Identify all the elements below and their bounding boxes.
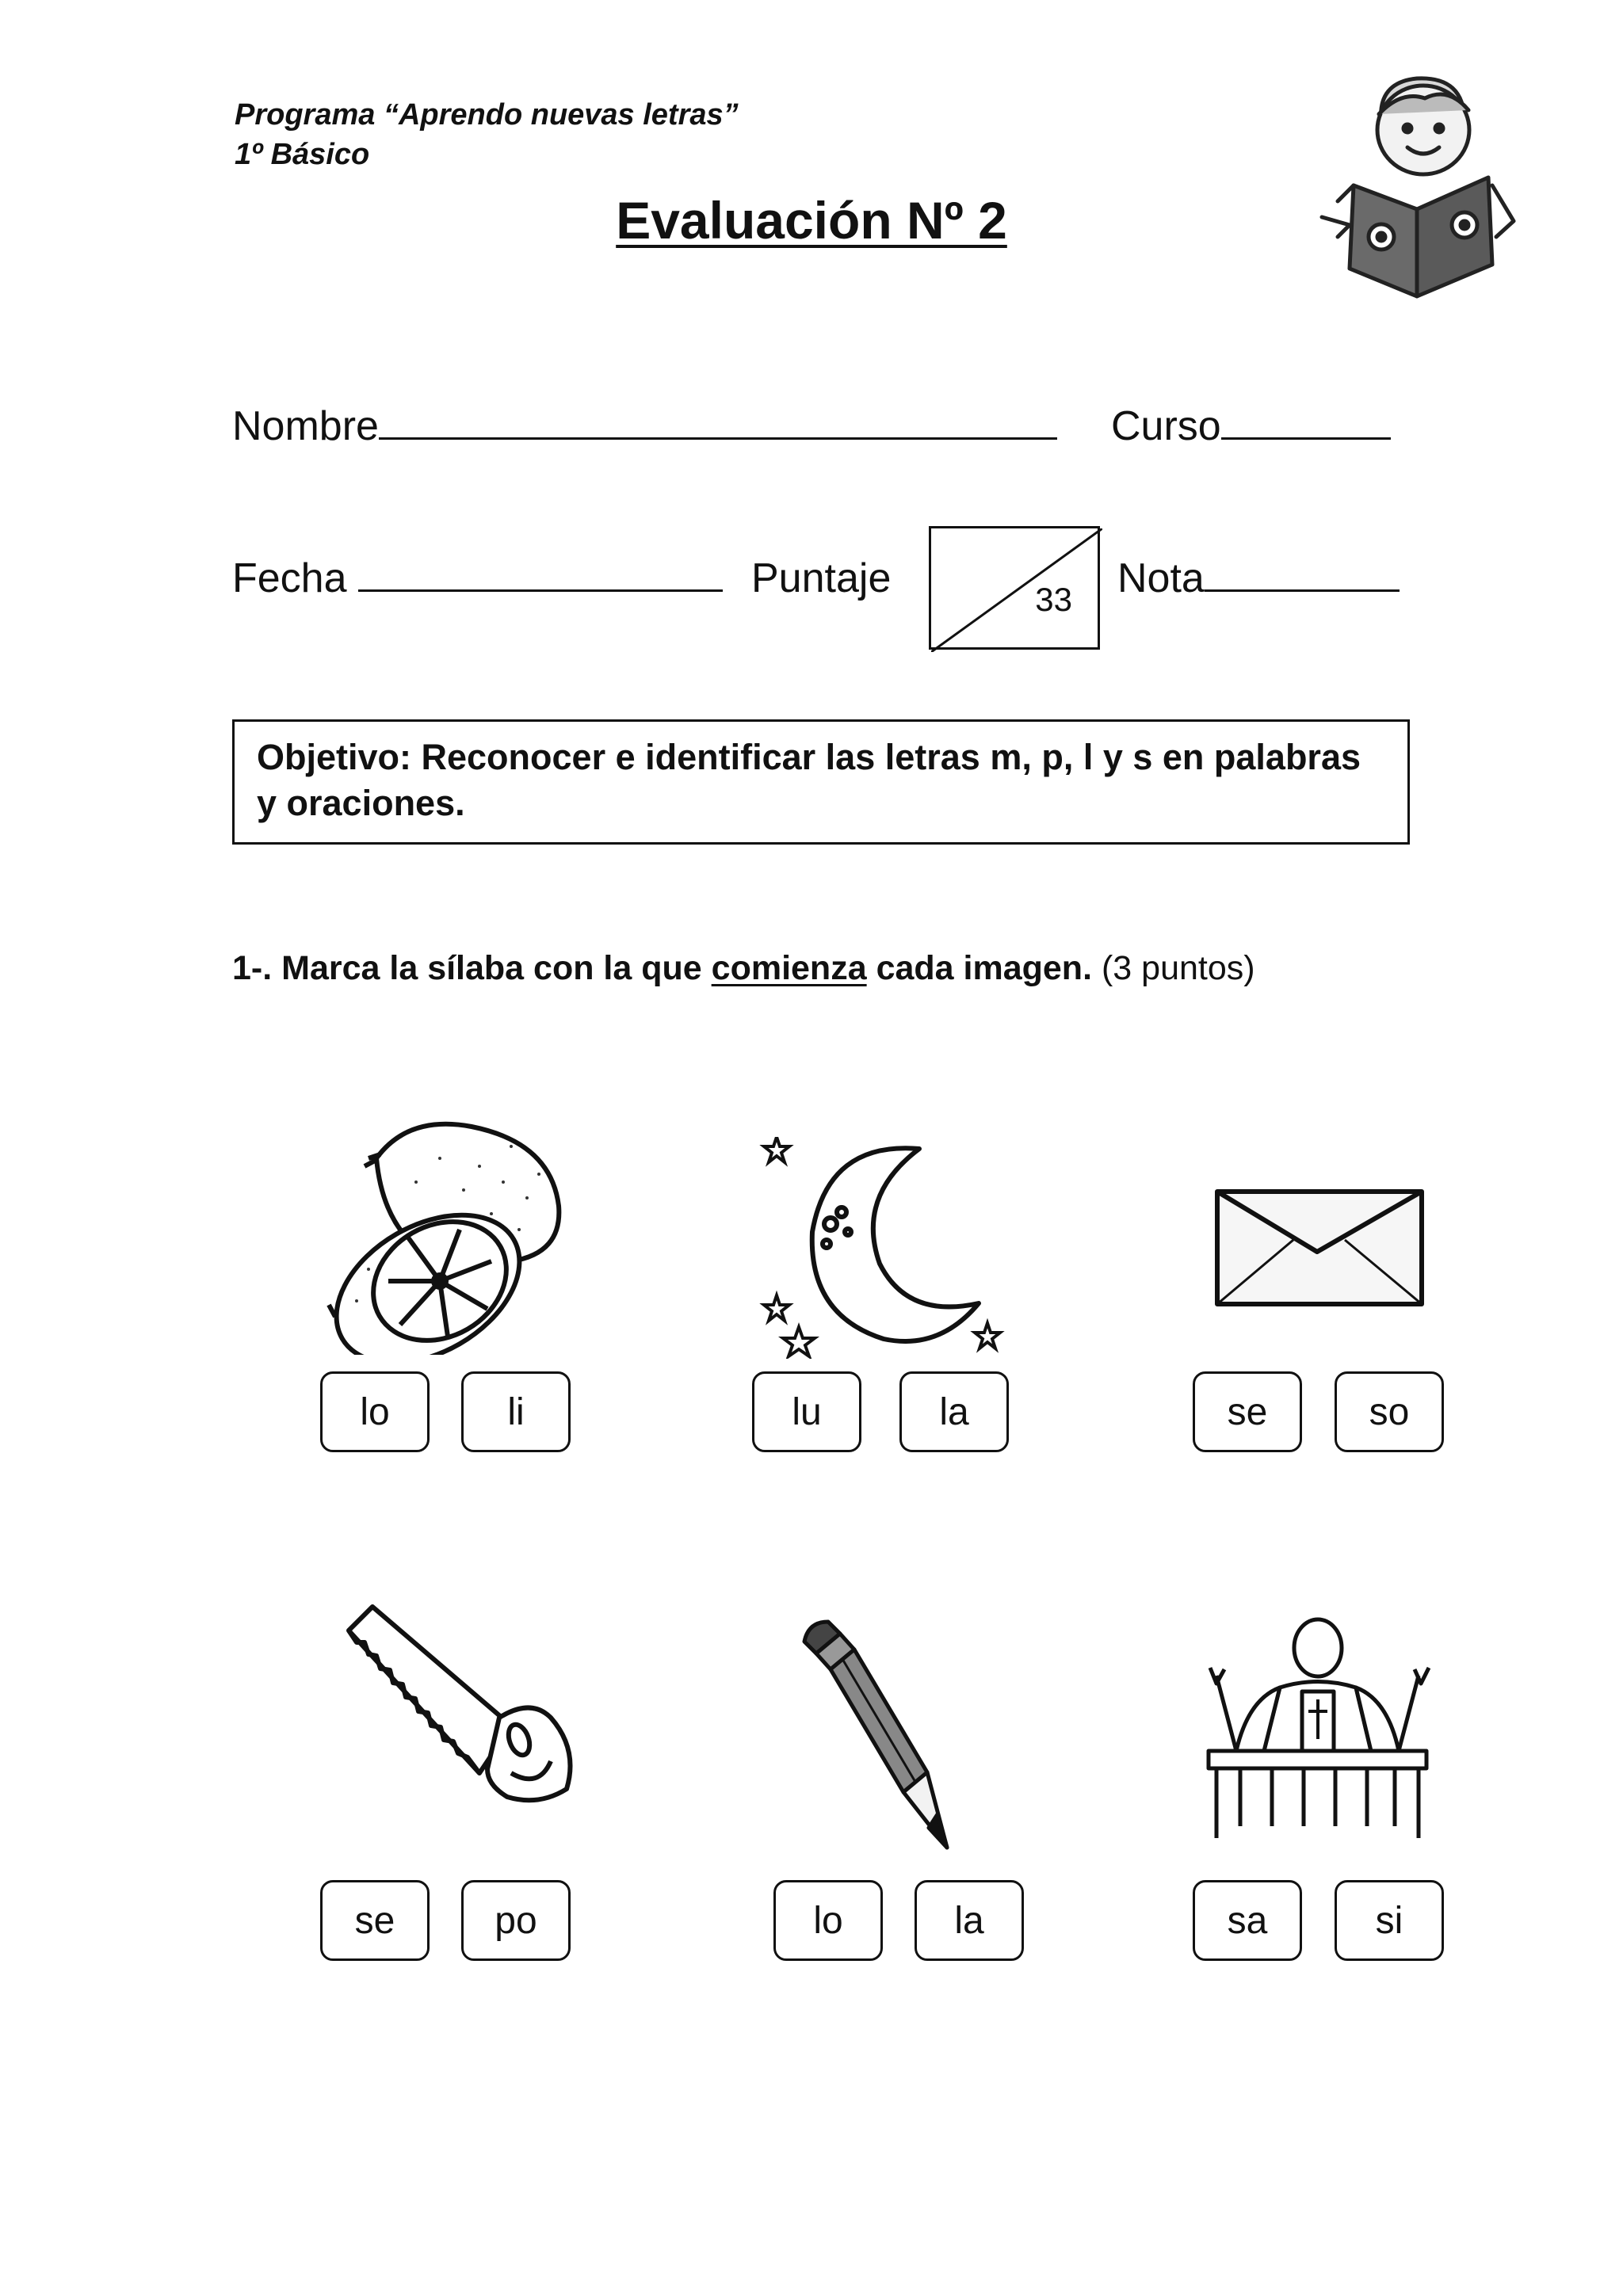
syllable-option[interactable]: la bbox=[915, 1880, 1024, 1961]
score-box[interactable] bbox=[929, 526, 1100, 650]
course-blank[interactable] bbox=[1221, 406, 1391, 440]
syllable-option[interactable]: li bbox=[461, 1371, 571, 1452]
course-label: Curso bbox=[1111, 403, 1221, 449]
priest-icon bbox=[1201, 1612, 1434, 1842]
question-1 bbox=[232, 949, 1255, 988]
course-field[interactable] bbox=[1111, 402, 1391, 450]
moon-icon bbox=[753, 1137, 1006, 1359]
question-number: 1-. bbox=[232, 949, 273, 987]
syllable-option[interactable]: lo bbox=[320, 1371, 430, 1452]
lemon-icon bbox=[321, 1111, 567, 1355]
syllable-option[interactable]: po bbox=[461, 1880, 571, 1961]
score-label: Puntaje bbox=[751, 555, 892, 601]
question-text-b: cada imagen. bbox=[876, 949, 1093, 987]
syllable-option[interactable]: sa bbox=[1193, 1880, 1302, 1961]
page-title: Evaluación Nº 2 bbox=[616, 191, 1007, 250]
program-title: Programa “Aprendo nuevas letras” bbox=[235, 98, 739, 132]
syllable-option[interactable]: lu bbox=[752, 1371, 861, 1452]
date-blank[interactable] bbox=[358, 558, 723, 592]
name-field[interactable] bbox=[232, 402, 1057, 450]
saw-icon bbox=[341, 1599, 579, 1813]
score-diagonal bbox=[931, 528, 1102, 652]
date-label: Fecha bbox=[232, 555, 347, 601]
objective-box bbox=[232, 719, 1410, 845]
syllable-option[interactable]: lo bbox=[773, 1880, 883, 1961]
child-reading-icon bbox=[1306, 67, 1528, 304]
name-label: Nombre bbox=[232, 403, 379, 449]
grade-label: Nota bbox=[1117, 555, 1205, 601]
syllable-option[interactable]: so bbox=[1335, 1371, 1444, 1452]
syllable-option[interactable]: se bbox=[1193, 1371, 1302, 1452]
objective-text: Objetivo: Reconocer e identificar las letras m, p, l y s en palabras y oraciones. bbox=[257, 737, 1361, 823]
question-emphasis: comienza bbox=[711, 949, 867, 987]
score-max: 33 bbox=[1035, 581, 1072, 618]
date-field[interactable] bbox=[232, 555, 723, 602]
syllable-option[interactable]: la bbox=[899, 1371, 1009, 1452]
question-points: (3 puntos) bbox=[1101, 949, 1255, 987]
grade-level: 1º Básico bbox=[235, 138, 370, 171]
envelope-icon bbox=[1214, 1188, 1426, 1309]
pencil-icon bbox=[792, 1610, 967, 1855]
question-text-a: Marca la sílaba con la que bbox=[281, 949, 702, 987]
syllable-option[interactable]: se bbox=[320, 1880, 430, 1961]
grade-blank[interactable] bbox=[1205, 558, 1400, 592]
grade-field[interactable] bbox=[1117, 555, 1400, 602]
syllable-option[interactable]: si bbox=[1335, 1880, 1444, 1961]
name-blank[interactable] bbox=[379, 406, 1057, 440]
